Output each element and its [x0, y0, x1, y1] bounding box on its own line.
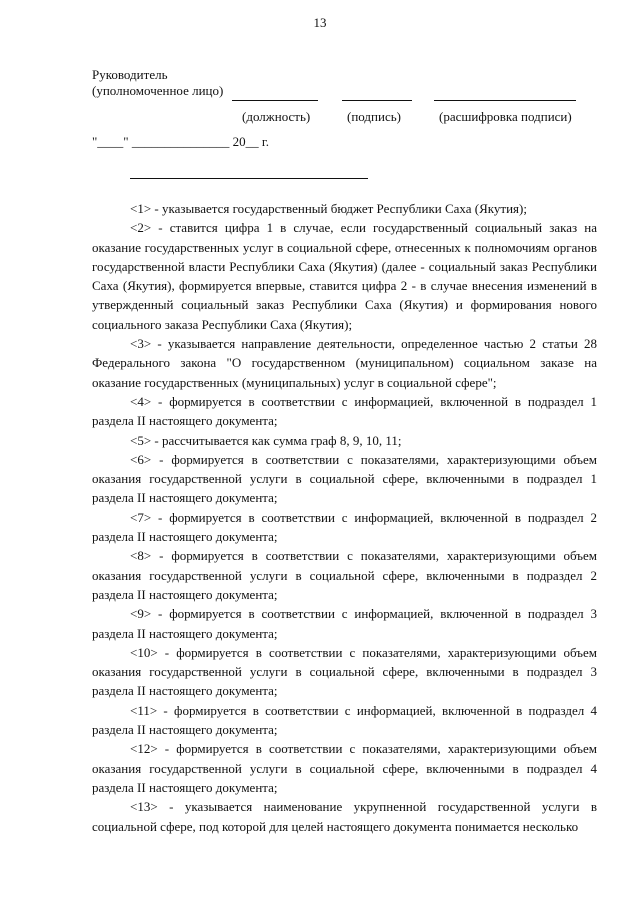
- footnote-13: <13> - указывается наименование укрупненной государственной услуги в социальной сфере, под которой для целей настоящего документа понимается несколько: [92, 799, 597, 834]
- footnote-10: <10> - формируется в соответствии с показателями, характеризующими объем оказания государственной услуги в социальной сфере, включенными в подраздел 3 раздела II настоящего документа;: [92, 644, 597, 699]
- signature-caption: (подпись): [347, 109, 401, 124]
- footnotes: [92, 199, 597, 836]
- signer-line-2: (уполномоченное лицо): [92, 83, 224, 98]
- footnote-3: <3> - указывается направление деятельности, определенное частью 2 статьи 28 Федерального закона "О государственном (муниципальном) социальном заказе на оказание государственных (муниципальных) услуг в социальной сфере";: [92, 336, 597, 390]
- date-line: "____" _______________ 20__ г.: [92, 134, 269, 149]
- footnote-8: <8> - формируется в соответствии с показателями, характеризующими объем оказания государственной услуги в социальной сфере, включенными в подраздел 2 раздела II настоящего документа;: [92, 548, 597, 602]
- footnote-5: <5> - рассчитывается как сумма граф 8, 9, 10, 11;: [130, 432, 402, 448]
- footnote-11: <11> - формируется в соответствии с информацией, включенной в подраздел 4 раздела II настоящего документа;: [92, 702, 597, 738]
- footnote-1: <1> - указывается государственный бюджет Республики Саха (Якутия);: [130, 201, 527, 216]
- footnote-9: <9> - формируется в соответствии с информацией, включенной в подраздел 3 раздела II настоящего документа;: [92, 606, 597, 641]
- signer-title: [92, 67, 223, 99]
- signature-line: [342, 100, 412, 101]
- position-caption: (должность): [242, 109, 311, 124]
- position-signature-line: [232, 100, 318, 101]
- signer-line-1: Руководитель: [92, 67, 168, 82]
- transcript-signature-line: [434, 100, 576, 101]
- footnote-2: <2> - ставится цифра 1 в случае, если государственный социальный заказ на оказание государственных услуг в социальной сфере, отнесенных к полномочиям органов государственной власти Республики Саха (Якутия) (далее - социальный заказ Республики Саха (Якутия), формируется впервые, ставится цифра 2 - в случае внесения изменений в утвержденный социальный заказ Республики Саха (Якутия) и формирования нового социального заказа Республики Саха (Якутия);: [92, 220, 597, 332]
- footnote-separator: [130, 178, 368, 179]
- footnote-12: <12> - формируется в соответствии с показателями, характеризующими объем оказания государственной услуги в социальной сфере, включенными в подраздел 4 раздела II настоящего документа;: [92, 741, 597, 795]
- footnote-4: <4> - формируется в соответствии с информацией, включенной в подраздел 1 раздела II настоящего документа;: [92, 393, 597, 429]
- footnote-7: <7> - формируется в соответствии с информацией, включенной в подраздел 2 раздела II настоящего документа;: [92, 509, 597, 545]
- transcript-caption: (расшифровка подписи): [439, 109, 572, 124]
- page-number: 13: [313, 15, 327, 30]
- footnote-6: <6> - формируется в соответствии с показателями, характеризующими объем оказания государственной услуги в социальной сфере, включенными в подраздел 1 раздела II настоящего документа;: [92, 451, 597, 506]
